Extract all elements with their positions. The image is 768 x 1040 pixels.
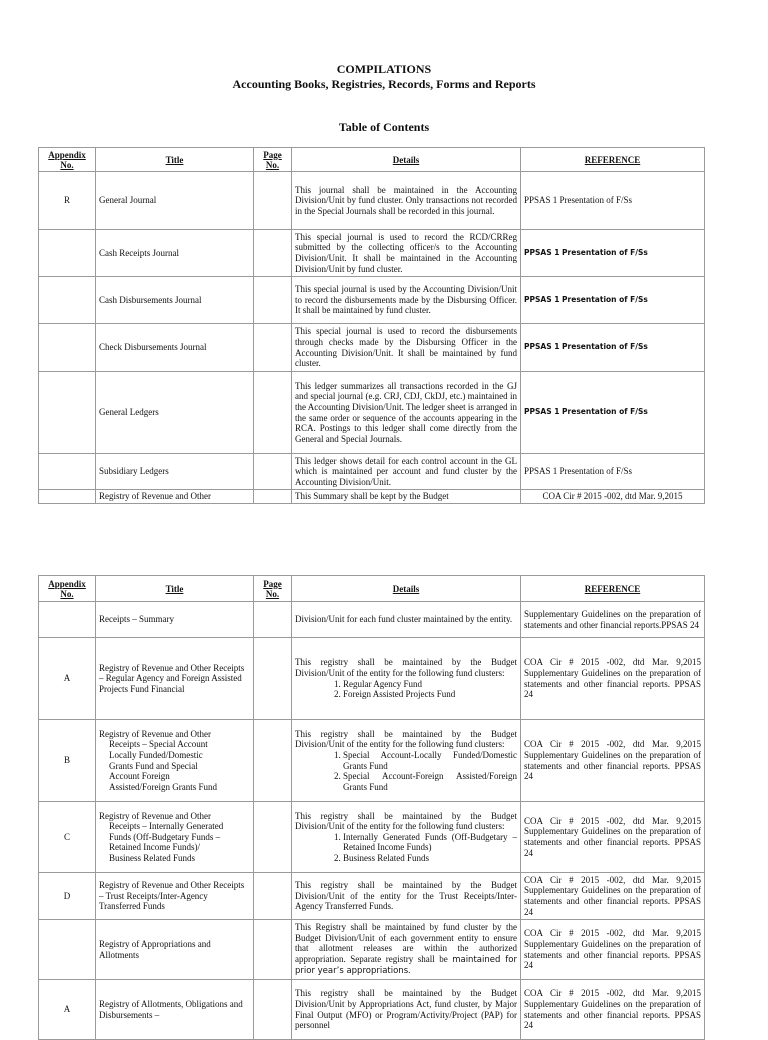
table-row — [39, 324, 705, 372]
col-title: Title — [96, 576, 254, 602]
appendix-cell: R — [39, 172, 96, 230]
reference-cell: PPSAS 1 Presentation of F/Ss — [521, 372, 705, 454]
title-cell: General Journal — [96, 172, 254, 230]
reference-cell: COA Cir # 2015 -002, dtd Mar. 9,2015 Supplementary Guidelines on the preparation of statements and other financial reports. PPSAS 24 — [521, 720, 705, 802]
col-page: Page No. — [254, 148, 292, 172]
details-text: This Registry shall be maintained by fund cluster by the Budget Division/Unit of each government entity to ensure that allotment releases are within the authorized appropriation. Separate registry shall be — [295, 922, 517, 964]
col-title: Title — [96, 148, 254, 172]
appendix-cell — [39, 324, 96, 372]
col-reference: REFERENCE — [521, 576, 705, 602]
appendix-cell: B — [39, 720, 96, 802]
page-cell — [254, 230, 292, 277]
details-tail: maintained for prior year’s appropriations — [295, 954, 517, 977]
appendix-cell — [39, 454, 96, 490]
appendix-cell — [39, 490, 96, 504]
table-row — [39, 873, 705, 920]
reference-cell: COA Cir # 2015 -002, dtd Mar. 9,2015 Supplementary Guidelines on the preparation of statements and other financial reports. PPSAS 24 — [521, 873, 705, 920]
appendix-cell — [39, 230, 96, 277]
reference-cell: Supplementary Guidelines on the preparation of statements and other financial reports.PPSAS 24 — [521, 602, 705, 638]
appendix-cell: A — [39, 638, 96, 720]
title-cell: Subsidiary Ledgers — [96, 454, 254, 490]
page-cell — [254, 638, 292, 720]
appendix-cell — [39, 920, 96, 980]
details-cell: This journal shall be maintained in the Accounting Division/Unit by fund cluster. Only transactions not recorded in the Special Journals shall be recorded in this journal. — [292, 172, 521, 230]
title-cell: Registry of Revenue and Other Receipts – Regular Agency and Foreign Assisted Projects Fund Financial — [96, 638, 254, 720]
details-cell: This ledger shows detail for each control account in the GL which is maintained per account and fund cluster by the Accounting Division/Unit. — [292, 454, 521, 490]
list-item: 1. Internally Generated Funds (Off-Budgetary – Retained Income Funds) — [343, 832, 517, 853]
details-cell: Division/Unit for each fund cluster maintained by the entity. — [292, 602, 521, 638]
details-cell: This registry shall be maintained by the Budget Division/Unit by Appropriations Act, fund cluster, by Major Final Output (MFO) or Program/Activity/Project (PAP) for personnel — [292, 980, 521, 1040]
table-row — [39, 802, 705, 873]
page-cell — [254, 372, 292, 454]
document-heading: COMPILATIONS — [336, 62, 432, 76]
table-row — [39, 372, 705, 454]
title-cell: Cash Disbursements Journal — [96, 277, 254, 324]
title-cell — [96, 720, 254, 802]
table-row — [39, 454, 705, 490]
title-cell: General Ledgers — [96, 372, 254, 454]
toc-table-1 — [38, 147, 705, 504]
title-cell: Registry of Allotments, Obligations and Disbursements – — [96, 980, 254, 1040]
col-page: Page No. — [254, 576, 292, 602]
details-cell: This Summary shall be kept by the Budget — [292, 490, 521, 504]
col-appendix: Appendix No. — [39, 148, 96, 172]
list-item: 2. Business Related Funds — [343, 853, 517, 864]
table-header-row — [39, 576, 705, 602]
appendix-cell: C — [39, 802, 96, 873]
title-cell — [96, 802, 254, 873]
reference-cell: PPSAS 1 Presentation of F/Ss — [521, 324, 705, 372]
reference-cell: COA Cir # 2015 -002, dtd Mar. 9,2015 Supplementary Guidelines on the preparation of statements and other financial reports. PPSAS 24 — [521, 638, 705, 720]
appendix-cell — [39, 372, 96, 454]
table-row — [39, 638, 705, 720]
title-cell: Receipts – Summary — [96, 602, 254, 638]
title-cell: Check Disbursements Journal — [96, 324, 254, 372]
col-details: Details — [292, 148, 521, 172]
toc-table-2 — [38, 575, 705, 1040]
document-subheading: Accounting Books, Registries, Records, Forms and Reports — [232, 77, 536, 91]
appendix-cell — [39, 277, 96, 324]
table-row — [39, 230, 705, 277]
list-item: 2. Special Account-Foreign Assisted/Foreign Grants Fund — [343, 771, 517, 792]
details-text: This registry shall be maintained by the Budget Division/Unit of the entity for the following fund clusters: — [295, 657, 517, 678]
details-text: This registry shall be maintained by the Budget Division/Unit of the entity for the following fund clusters: — [295, 810, 517, 832]
table-row — [39, 980, 705, 1040]
details-cell — [292, 720, 521, 802]
fund-list — [295, 832, 517, 864]
page-cell — [254, 454, 292, 490]
reference-cell: PPSAS 1 Presentation of F/Ss — [521, 230, 705, 277]
details-cell: This Registry shall be maintained by fund cluster by the Budget Division/Unit of each government entity to ensure that allotment releases are within the authorized appropriation. Separate registry shall be maintained for prior year’s appropriations. — [292, 920, 521, 980]
list-item: 1. Regular Agency Fund — [343, 679, 517, 690]
title-line: Registry of Revenue and Other — [99, 810, 211, 821]
table-row — [39, 920, 705, 980]
title-line: Receipts – Special Account — [109, 739, 208, 750]
reference-cell: PPSAS 1 Presentation of F/Ss — [521, 172, 705, 230]
title-line: Receipts – Internally Generated — [109, 821, 224, 832]
fund-list — [295, 679, 517, 700]
list-item: 1. Special Account-Locally Funded/Domestic Grants Fund — [343, 750, 517, 771]
details-cell: This special journal is used by the Accounting Division/Unit to record the disbursements made by the Disbursing Officer. It shall be maintained by fund cluster. — [292, 277, 521, 324]
details-cell: This special journal is used to record the RCD/CRReg submitted by the collecting officer/s to the Accounting Division/Unit. It shall be maintained in the Accounting Division/Unit by fund cluster. — [292, 230, 521, 277]
table-row — [39, 720, 705, 802]
title-line: Account Foreign — [109, 771, 170, 782]
details-cell: This ledger summarizes all transactions recorded in the GJ and special journal (e.g. CRJ, CDJ, CkDJ, etc.) maintained in the Accounting Division/Unit. The ledger sheet is arranged in the same order or sequence of the accounts appearing in the RCA. Postings to this ledger shall come directly from the General and Special Journals. — [292, 372, 521, 454]
title-line: Registry of Revenue and Other — [99, 728, 211, 739]
fund-list — [295, 750, 517, 792]
col-reference: REFERENCE — [521, 148, 705, 172]
col-appendix: Appendix No. — [39, 576, 96, 602]
reference-cell: PPSAS 1 Presentation of F/Ss — [521, 277, 705, 324]
appendix-cell: A — [39, 980, 96, 1040]
title-line: Funds (Off-Budgetary Funds – — [109, 831, 221, 842]
details-text: This registry shall be maintained by the Budget Division/Unit of the entity for the following fund clusters: — [295, 728, 517, 750]
reference-cell: PPSAS 1 Presentation of F/Ss — [521, 454, 705, 490]
reference-cell: COA Cir # 2015 -002, dtd Mar. 9,2015 — [521, 490, 705, 504]
table-row — [39, 172, 705, 230]
page-cell — [254, 602, 292, 638]
title-line: Retained Income Funds)/ — [109, 842, 200, 853]
table-row — [39, 490, 705, 504]
page-cell — [254, 720, 292, 802]
toc-heading: Table of Contents — [338, 120, 430, 134]
page-cell — [254, 920, 292, 980]
page-cell — [254, 802, 292, 873]
details-cell: This registry shall be maintained by the Budget Division/Unit of the entity for the Trust Receipts/Inter-Agency Transferred Funds. — [292, 873, 521, 920]
details-cell: This special journal is used to record the disbursements through checks made by the Disbursing Officer in the Accounting Division/Unit. It shall be maintained by fund cluster. — [292, 324, 521, 372]
table-row — [39, 277, 705, 324]
title-cell: Cash Receipts Journal — [96, 230, 254, 277]
title-line: Locally Funded/Domestic — [109, 749, 203, 760]
reference-cell: COA Cir # 2015 -002, dtd Mar. 9,2015 Supplementary Guidelines on the preparation of statements and other financial reports. PPSAS 24 — [521, 980, 705, 1040]
reference-cell: COA Cir # 2015 -002, dtd Mar. 9,2015 Supplementary Guidelines on the preparation of statements and other financial reports. PPSAS 24 — [521, 802, 705, 873]
list-item: 2. Foreign Assisted Projects Fund — [343, 689, 517, 700]
appendix-cell — [39, 602, 96, 638]
col-details: Details — [292, 576, 521, 602]
reference-cell: COA Cir # 2015 -002, dtd Mar. 9,2015 Supplementary Guidelines on the preparation of statements and other financial reports. PPSAS 24 — [521, 920, 705, 980]
title-cell: Registry of Appropriations and Allotments — [96, 920, 254, 980]
page-cell — [254, 324, 292, 372]
page-cell — [254, 490, 292, 504]
page-cell — [254, 980, 292, 1040]
page-cell — [254, 172, 292, 230]
title-cell: Registry of Revenue and Other Receipts – Trust Receipts/Inter-Agency Transferred Funds — [96, 873, 254, 920]
title-line: Business Related Funds — [109, 852, 196, 863]
table-header-row — [39, 148, 705, 172]
page-cell — [254, 873, 292, 920]
page-cell — [254, 277, 292, 324]
title-line: Assisted/Foreign Grants Fund — [109, 781, 217, 792]
table-row — [39, 602, 705, 638]
details-cell — [292, 802, 521, 873]
title-cell: Registry of Revenue and Other — [96, 490, 254, 504]
details-cell — [292, 638, 521, 720]
appendix-cell: D — [39, 873, 96, 920]
title-line: Grants Fund and Special — [109, 760, 198, 771]
